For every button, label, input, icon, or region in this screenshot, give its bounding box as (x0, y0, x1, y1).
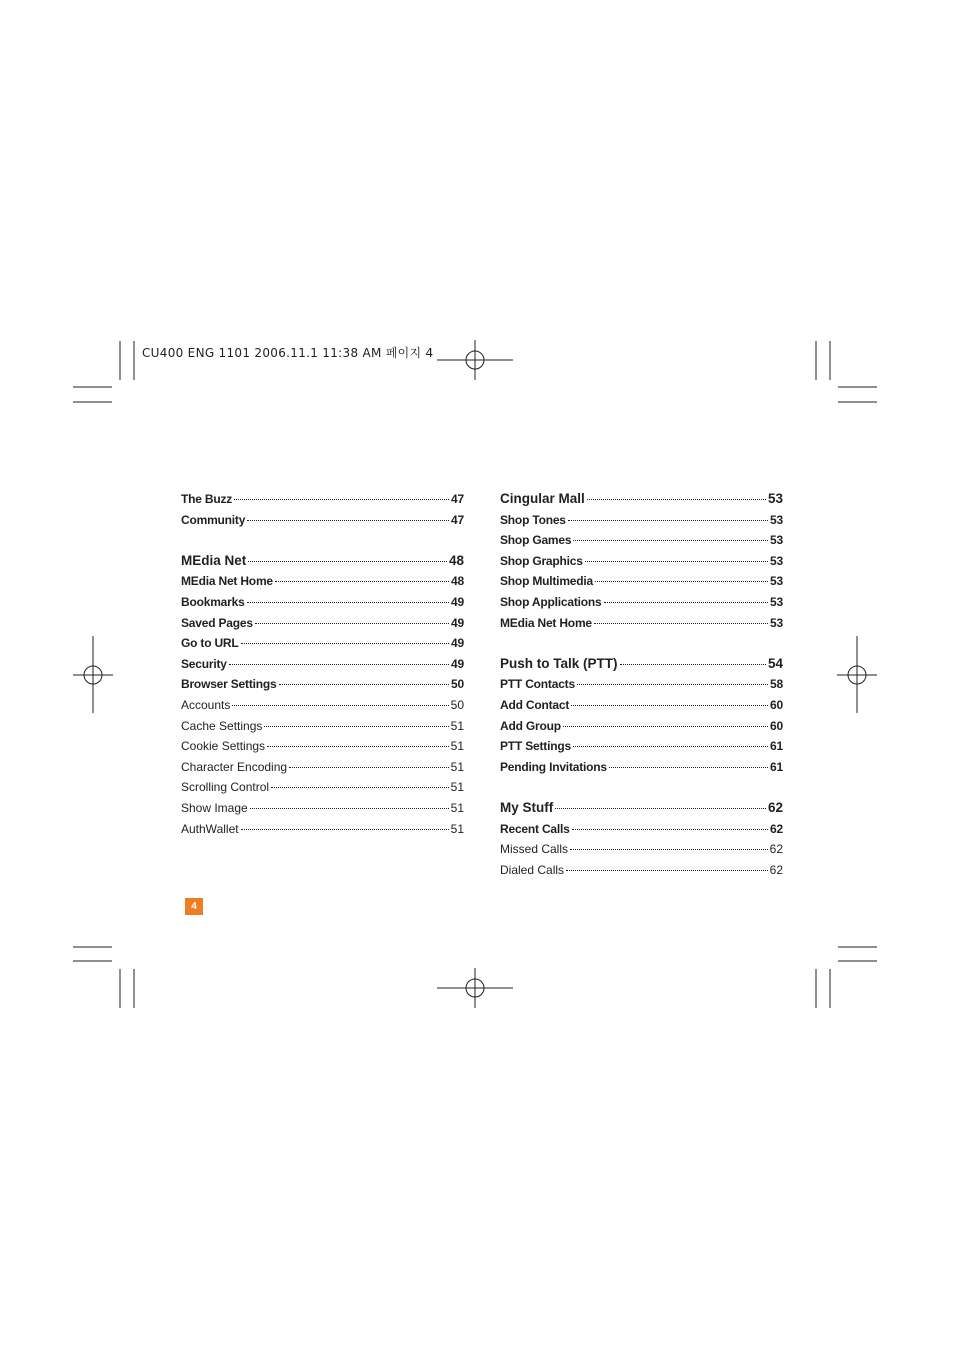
toc-entry-label: PTT Settings (500, 739, 571, 754)
toc-entry-page: 62 (767, 799, 783, 815)
toc-entry-label: MEdia Net Home (500, 615, 592, 630)
dot-leader (271, 787, 449, 788)
toc-entry[interactable] (181, 489, 464, 510)
toc-entry[interactable] (500, 613, 783, 634)
toc-entry[interactable] (181, 654, 464, 675)
toc-entry[interactable] (500, 757, 783, 778)
dot-leader (275, 581, 449, 582)
toc-entry-label: Shop Graphics (500, 553, 583, 568)
toc-entry-page: 60 (770, 718, 783, 733)
dot-leader (571, 705, 768, 706)
print-slug: CU400 ENG 1101 2006.11.1 11:38 AM 페이지 4 (142, 346, 434, 360)
section-gap (500, 633, 783, 654)
toc-entry-label: Show Image (181, 800, 248, 815)
toc-entry-page: 61 (770, 759, 783, 774)
toc-entry-page: 49 (451, 594, 464, 609)
toc-entry[interactable] (500, 530, 783, 551)
toc-entry-page: 53 (770, 594, 783, 609)
toc-entry-page: 48 (451, 574, 464, 589)
toc-entry-label: Add Group (500, 718, 561, 733)
toc-entry-label: My Stuff (500, 799, 554, 815)
toc-entry-page: 47 (451, 492, 464, 506)
toc-entry[interactable] (500, 839, 783, 860)
toc-entry[interactable] (500, 571, 783, 592)
toc-entry[interactable] (500, 510, 783, 531)
dot-leader (604, 602, 769, 603)
dot-leader (568, 520, 768, 521)
toc-entry-label: Saved Pages (181, 615, 253, 630)
toc-entry-page: 47 (451, 512, 464, 527)
toc-entry-label: MEdia Net Home (181, 574, 273, 589)
dot-leader (587, 499, 766, 500)
toc-entry-label: Missed Calls (500, 842, 569, 857)
toc-entry[interactable] (181, 510, 464, 531)
dot-leader (255, 623, 449, 624)
dot-leader (609, 767, 768, 768)
dot-leader (250, 808, 449, 809)
dot-leader (247, 520, 449, 521)
toc-entry-label: Scrolling Control (181, 780, 270, 795)
dot-leader (241, 829, 449, 830)
toc-entry-page: 51 (450, 759, 464, 774)
toc-entry[interactable] (181, 757, 464, 778)
toc-entry[interactable] (500, 716, 783, 737)
dot-leader (279, 684, 450, 685)
toc-entry-page: 62 (769, 862, 783, 877)
toc-entry-page: 50 (451, 677, 464, 692)
toc-entry-page: 62 (769, 842, 783, 857)
toc-entry-label: Shop Applications (500, 594, 602, 609)
toc-entry-label: Add Contact (500, 697, 570, 712)
toc-entry[interactable] (500, 695, 783, 716)
toc-entry[interactable] (181, 819, 464, 840)
dot-leader (620, 664, 766, 665)
dot-leader (570, 849, 768, 850)
dot-leader (248, 561, 447, 562)
toc-entry-page: 60 (770, 697, 783, 712)
toc-section-heading[interactable] (500, 654, 783, 675)
toc-entry-label: Cookie Settings (181, 739, 266, 754)
toc-entry[interactable] (181, 695, 464, 716)
dot-leader (563, 726, 768, 727)
dot-leader (573, 540, 768, 541)
dot-leader (585, 561, 768, 562)
toc-entry[interactable] (500, 860, 783, 881)
toc-entry-page: 53 (770, 615, 783, 630)
toc-entry[interactable] (181, 633, 464, 654)
toc-entry-page: 54 (767, 655, 783, 671)
toc-entry[interactable] (500, 819, 783, 840)
toc-entry-label: Shop Tones (500, 512, 566, 527)
toc-entry-label: Push to Talk (PTT) (500, 655, 618, 671)
toc-entry[interactable] (500, 551, 783, 572)
toc-entry[interactable] (181, 798, 464, 819)
toc-section-heading[interactable] (500, 489, 783, 510)
toc-entry-page: 51 (450, 718, 464, 733)
toc-entry-label: Dialed Calls (500, 862, 565, 877)
toc-entry-label: Cingular Mall (500, 491, 585, 506)
toc-entry-page: 49 (451, 615, 464, 630)
toc-entry-label: Community (181, 512, 246, 527)
toc-entry[interactable] (181, 777, 464, 798)
dot-leader (241, 643, 450, 644)
toc-entry-page: 53 (770, 574, 783, 589)
toc-entry-page: 49 (451, 636, 464, 651)
dot-leader (264, 726, 448, 727)
toc-entry-page: 51 (450, 800, 464, 815)
toc-entry[interactable] (500, 592, 783, 613)
toc-entry-label: PTT Contacts (500, 677, 575, 692)
toc-entry-label: Shop Multimedia (500, 574, 594, 589)
toc-entry[interactable] (181, 674, 464, 695)
dot-leader (594, 623, 768, 624)
toc-section-heading[interactable] (500, 798, 783, 819)
toc-entry-label: Recent Calls (500, 821, 570, 836)
toc-entry-label: Cache Settings (181, 718, 263, 733)
dot-leader (573, 746, 768, 747)
toc-entry-page: 53 (770, 533, 783, 548)
toc-entry-page: 51 (450, 780, 464, 795)
dot-leader (267, 746, 449, 747)
dot-leader (595, 581, 768, 582)
toc-entry-page: 48 (448, 552, 464, 568)
toc-entry-page: 51 (450, 739, 464, 754)
page-number-badge: 4 (185, 898, 203, 915)
toc-entry-label: The Buzz (181, 492, 233, 506)
toc-entry[interactable] (181, 736, 464, 757)
toc-entry-label: MEdia Net (181, 552, 247, 568)
dot-leader (232, 705, 448, 706)
toc-entry-page: 61 (770, 739, 783, 754)
toc-entry-label: Bookmarks (181, 594, 245, 609)
toc-entry-label: Pending Invitations (500, 759, 607, 774)
toc-entry-page: 62 (770, 821, 783, 836)
toc-entry-page: 49 (451, 656, 464, 671)
toc-entry-page: 53 (770, 512, 783, 527)
toc-entry-page: 51 (450, 821, 464, 836)
toc-entry-label: AuthWallet (181, 821, 239, 836)
toc-entry-page: 53 (770, 553, 783, 568)
toc-entry-label: Shop Games (500, 533, 572, 548)
toc-entry[interactable] (181, 613, 464, 634)
toc-entry-page: 50 (450, 697, 464, 712)
toc-entry-label: Accounts (181, 697, 231, 712)
toc-entry-label: Security (181, 656, 227, 671)
toc-entry[interactable] (181, 716, 464, 737)
toc-entry-page: 58 (770, 677, 783, 692)
dot-leader (234, 499, 449, 500)
toc-entry[interactable] (181, 571, 464, 592)
toc-left-column (181, 489, 464, 839)
toc-entry-page: 53 (767, 491, 783, 506)
section-gap (181, 530, 464, 551)
toc-entry-label: Browser Settings (181, 677, 277, 692)
dot-leader (247, 602, 449, 603)
toc-section-heading[interactable] (181, 551, 464, 572)
dot-leader (289, 767, 449, 768)
dot-leader (229, 664, 449, 665)
toc-right-column (500, 489, 783, 880)
toc-entry[interactable] (500, 736, 783, 757)
toc-entry[interactable] (500, 674, 783, 695)
toc-entry[interactable] (181, 592, 464, 613)
toc-entry-label: Character Encoding (181, 759, 288, 774)
dot-leader (566, 870, 768, 871)
dot-leader (555, 808, 766, 809)
dot-leader (572, 829, 768, 830)
toc-entry-label: Go to URL (181, 636, 239, 651)
dot-leader (577, 684, 768, 685)
section-gap (500, 777, 783, 798)
